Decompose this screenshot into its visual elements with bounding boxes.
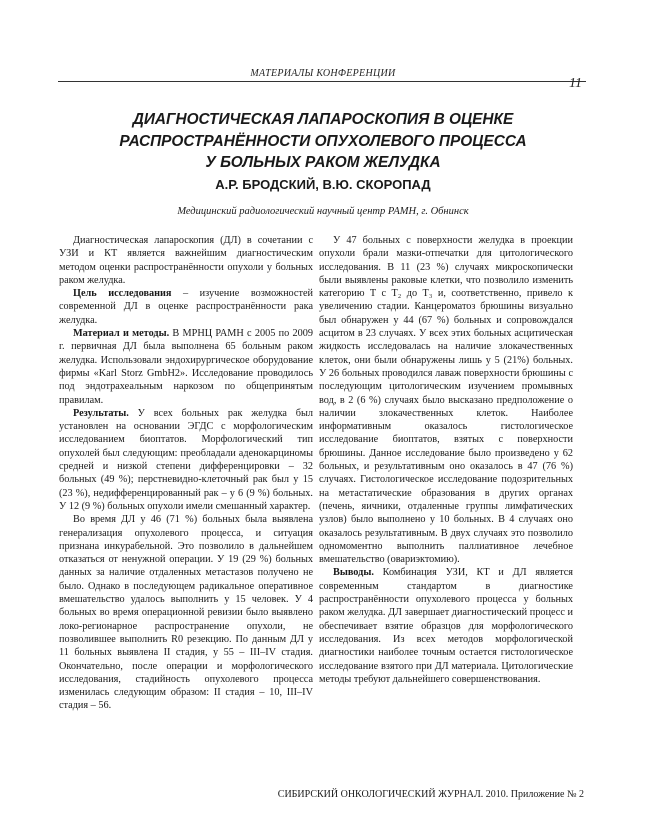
aim-paragraph <box>59 287 313 327</box>
conclusions-paragraph <box>319 566 573 686</box>
article-title <box>70 109 576 174</box>
methods-label: Материал и методы. <box>73 328 170 340</box>
intro-paragraph: Диагностическая лапароскопия (ДЛ) в сочетании с УЗИ и КТ является важнейшим диагностическим методом оценки распространённости опухоли у больных раком желудка. <box>59 235 313 286</box>
title-line: У БОЛЬНЫХ РАКОМ ЖЕЛУДКА <box>205 154 441 171</box>
conclusions-label: Выводы. <box>333 567 374 579</box>
results-text: У всех больных рак желудка был установлен на основании ЭГДС с морфологическим исследованием биоптатов. Морфологический тип опухолей был следующим: преобладали аденокарциномы средней и низкой степени дифференцировки – 32 больных (49 %); перстневидно-клеточный рак был у 15 (23 %), недифференцированный рак – у 6 (9 %) больных. У 12 (9 %) больных опухоли имели смешанный характер. <box>59 407 313 512</box>
header-divider <box>58 81 586 82</box>
affiliation: Медицинский радиологический научный центр РАМН, г. Обнинск <box>177 206 469 217</box>
cytology-paragraph: У 47 больных с поверхности желудка в проекции опухоли брали мазки-отпечатки для цитологического исследования. В 11 (23 %) случаях микроскопически были выявлены раковые клетки, что позволило изменить категорию T с T₂ до T₃ и, соответственно, привело к увеличению стадии. Канцероматоз брюшины визуально был обнаружен у 44 (67 %) больных и сопровождался асцитом в 23 случаях. У всех этих больных асцитическая жидкость исследовалась на наличие злокачественных клеток, они были обнаружены лишь у 5 (21%) больных. У 26 больных проводился лаваж поверхности брюшины с последующим цитологическим изучением промывных вод, в 2 (6 %) случаях было высказано предположение о наличии злокачественных клеток. Наиболее информативным оказалось гистологическое исследование биоптатов, взятых с поверхности брюшины. Данное исследование было произведено у 62 больных, и результативным оно оказалось в 47 (76 %) случаях. Гистологическое исследование подозрительных на метастатические образования в других органах (печень, яичники, отдаленные группы лимфатических узлов) было выполнено у 10 больных. В 4 случаях оно оказалось результативным. В двух случаях это позволило одномоментно выполнить паллиативное лечебное вмешательство (овариэктомию). <box>319 235 573 566</box>
aim-text: – изучение возможностей современной ДЛ в оценке распространённости рака желудка. <box>59 288 313 326</box>
results-paragraph <box>59 407 313 513</box>
authors: А.Р. БРОДСКИЙ, В.Ю. СКОРОПАД <box>215 177 431 192</box>
page-number: 11 <box>569 76 582 91</box>
journal-footer: СИБИРСКИЙ ОНКОЛОГИЧЕСКИЙ ЖУРНАЛ. 2010. Приложение № 2 <box>277 789 584 800</box>
title-line: РАСПРОСТРАНЁННОСТИ ОПУХОЛЕВОГО ПРОЦЕССА <box>119 132 527 150</box>
aim-label: Цель исследования <box>73 288 172 300</box>
right-column <box>319 234 573 686</box>
methods-text: В МРНЦ РАМН с 2005 по 2009 г. первичная ДЛ была выполнена 65 больным раком желудка. Использовали эндохирургическое оборудование фирмы «Karl Storz GmbH2». Исследование проводилось под эндотрахеальным наркозом по общепринятым правилам. <box>59 328 313 406</box>
results-paragraph-2: Во время ДЛ у 46 (71 %) больных была выявлена генерализация опухолевого процесса, и ситуация признана инкурабельной. Это позволило в дальнейшем отказаться от ненужной операции. У 19 (29 %) больных данных за наличие отдаленных метастазов получено не было. Однако в последующем радикальное оперативное вмешательство удалось выполнить у 15 человек. У 4 больных во время операционной ревизии было выявлено локо-регионарное распространение опухоли, не позволившее выполнить R0 резекцию. По данным ДЛ у 11 больных выявлена II стадия, у 55 – III–IV стадия. Окончательно, после операции и морфологического исследования, стадийность опухолевого процесса изменилась следующим образом: II стадия – 10, III–IV стадия – 56. <box>59 514 313 712</box>
title-line: ДИАГНОСТИЧЕСКАЯ ЛАПАРОСКОПИЯ В ОЦЕНКЕ <box>132 111 514 128</box>
section-header: МАТЕРИАЛЫ КОНФЕРЕНЦИИ <box>250 68 396 79</box>
left-column <box>59 234 313 713</box>
results-label: Результаты. <box>73 407 129 419</box>
methods-paragraph <box>59 327 313 407</box>
conclusions-text: Комбинация УЗИ, КТ и ДЛ является современным стандартом в диагностике распространённости опухолевого процесса у больных раком желудка. ДЛ завершает диагностический процесс и обеспечивает взятие образцов для морфологического исследования. Из всех методов морфологической диагностики наиболее точным остается гистологическое исследование взятого при ДЛ материала. Цитологические методы требуют дальнейшего совершенствования. <box>319 567 573 685</box>
